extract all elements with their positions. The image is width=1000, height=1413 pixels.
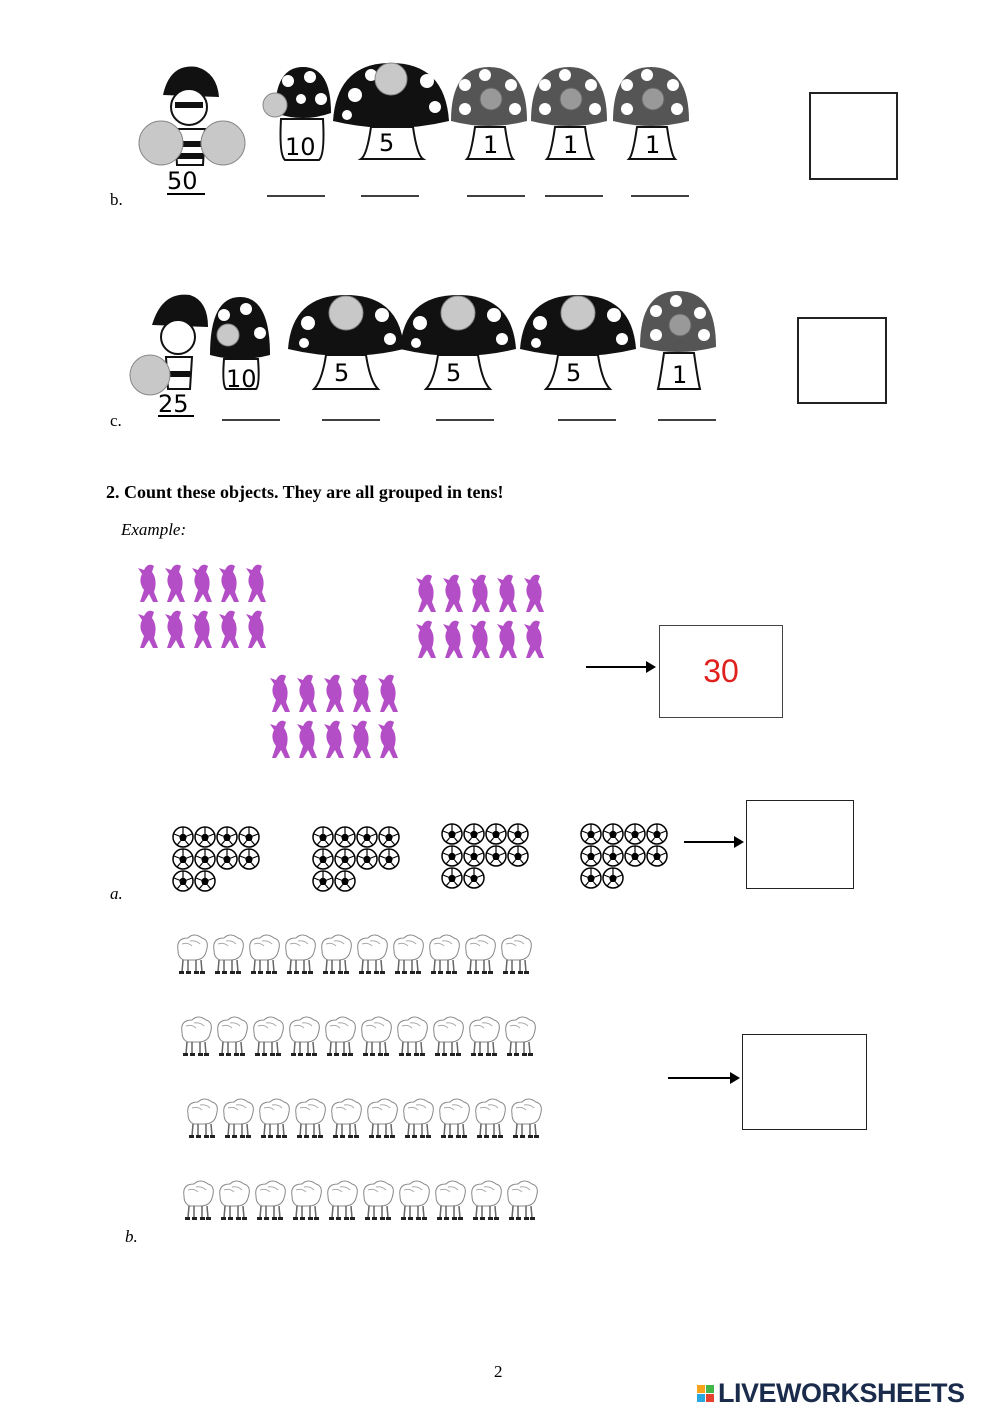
soccer-ball-icon: [625, 846, 645, 866]
soccer-ball-icon: [647, 824, 667, 844]
sheep-icon: [440, 1099, 470, 1138]
purple-figure-icon: [524, 621, 544, 658]
sheep-icon: [358, 935, 388, 974]
soccer-ball-icon: [581, 868, 601, 888]
coin-illustration-row-b: [135, 55, 715, 205]
soccer-ball-icon: [581, 824, 601, 844]
soccer-ball-icon: [464, 846, 484, 866]
sheep-icon: [296, 1099, 326, 1138]
animal-row-4: [180, 1176, 546, 1226]
logo-block: [697, 1385, 705, 1393]
purple-figure-icon: [192, 565, 212, 602]
example-answer-box: [659, 625, 783, 718]
mushroom-value: 5: [446, 359, 462, 387]
purple-figure-icon: [351, 721, 371, 758]
soccer-ball-icon: [486, 824, 506, 844]
soccer-ball-icon: [379, 827, 399, 847]
soccer-ball-icon: [313, 827, 333, 847]
soccer-ball-icon: [464, 868, 484, 888]
purple-figure-icon: [443, 575, 463, 612]
soccer-ball-icon: [217, 849, 237, 869]
logo-block: [706, 1385, 714, 1393]
ball-group-1: [172, 826, 264, 894]
soccer-ball-icon: [603, 868, 623, 888]
sheep-icon: [260, 1099, 290, 1138]
item-label-a: a.: [110, 884, 123, 903]
soccer-ball-icon: [603, 846, 623, 866]
sheep-icon: [184, 1181, 214, 1220]
soccer-ball-icon: [581, 846, 601, 866]
purple-figure-icon: [443, 621, 463, 658]
animal-row-3: [184, 1094, 550, 1144]
coin-illustration-row-c: [128, 285, 728, 430]
purple-figure-icon: [270, 721, 290, 758]
ball-group-2: [312, 826, 404, 894]
purple-figure-icon: [416, 575, 436, 612]
sheep-icon: [250, 935, 280, 974]
purple-figure-icon: [416, 621, 436, 658]
soccer-ball-icon: [603, 824, 623, 844]
sheep-icon: [286, 935, 316, 974]
mushroom-value: 1: [645, 131, 661, 159]
item-label-c: c.: [110, 411, 122, 430]
soccer-ball-icon: [195, 827, 215, 847]
soccer-ball-icon: [195, 849, 215, 869]
answer-box-c[interactable]: [797, 317, 887, 404]
logo-block: [697, 1394, 705, 1402]
soccer-ball-icon: [508, 824, 528, 844]
purple-figure-icon: [138, 565, 158, 602]
purple-figure-icon: [470, 575, 490, 612]
page-number: 2: [494, 1362, 503, 1381]
sheep-icon: [290, 1017, 320, 1056]
sheep-icon: [398, 1017, 428, 1056]
soccer-ball-icon: [357, 849, 377, 869]
sheep-icon: [476, 1099, 506, 1138]
soccer-ball-icon: [173, 871, 193, 891]
sheep-icon: [400, 1181, 430, 1220]
purple-figure-icon: [324, 721, 344, 758]
mushroom-value: 5: [566, 359, 582, 387]
soccer-ball-icon: [239, 849, 259, 869]
sheep-icon: [256, 1181, 286, 1220]
sheep-icon: [254, 1017, 284, 1056]
soccer-ball-icon: [442, 868, 462, 888]
sheep-icon: [362, 1017, 392, 1056]
soccer-ball-icon: [508, 846, 528, 866]
purple-figure-icon: [219, 565, 239, 602]
soccer-ball-icon: [313, 849, 333, 869]
purple-figure-icon: [219, 611, 239, 648]
soccer-ball-icon: [486, 846, 506, 866]
gnome-value-b: 50: [167, 167, 198, 195]
sheep-icon: [368, 1099, 398, 1138]
sheep-icon: [470, 1017, 500, 1056]
purple-figure-icon: [297, 721, 317, 758]
item-label-2b: b.: [125, 1227, 138, 1246]
soccer-ball-icon: [379, 849, 399, 869]
sheep-icon: [466, 935, 496, 974]
soccer-ball-icon: [313, 871, 333, 891]
purple-figure-icon: [378, 675, 398, 712]
answer-box-2a[interactable]: [746, 800, 854, 889]
gnome-icon: [139, 67, 245, 165]
object-group-example-1: [134, 560, 274, 652]
purple-figure-icon: [378, 721, 398, 758]
soccer-ball-icon: [173, 827, 193, 847]
mushroom-value: 1: [563, 131, 579, 159]
example-answer: 30: [703, 653, 739, 689]
gnome-icon: [130, 295, 208, 395]
soccer-ball-icon: [335, 827, 355, 847]
soccer-ball-icon: [217, 827, 237, 847]
purple-figure-icon: [351, 675, 371, 712]
section-heading: 2. Count these objects. They are all grouped in tens!: [106, 482, 504, 502]
sheep-icon: [218, 1017, 248, 1056]
object-group-example-3: [266, 670, 406, 762]
sheep-icon: [506, 1017, 536, 1056]
sheep-icon: [394, 935, 424, 974]
mushroom-value: 10: [285, 133, 316, 161]
sheep-icon: [434, 1017, 464, 1056]
purple-figure-icon: [165, 565, 185, 602]
soccer-ball-icon: [335, 871, 355, 891]
purple-figure-icon: [246, 611, 266, 648]
soccer-ball-icon: [173, 849, 193, 869]
purple-figure-icon: [324, 675, 344, 712]
sheep-icon: [326, 1017, 356, 1056]
animal-row-1: [174, 930, 540, 980]
soccer-ball-icon: [442, 824, 462, 844]
ball-group-4: [580, 823, 672, 891]
answer-box-2b[interactable]: [742, 1034, 867, 1130]
mushroom-value: 10: [226, 365, 257, 393]
purple-figure-icon: [192, 611, 212, 648]
gnome-value-c: 25: [158, 390, 189, 418]
animal-row-2: [178, 1012, 544, 1062]
logo-block: [706, 1394, 714, 1402]
purple-figure-icon: [524, 575, 544, 612]
sheep-icon: [430, 935, 460, 974]
sheep-icon: [292, 1181, 322, 1220]
purple-figure-icon: [497, 575, 517, 612]
object-group-example-2: [412, 570, 552, 662]
soccer-ball-icon: [195, 871, 215, 891]
item-label-b: b.: [110, 190, 123, 209]
sheep-icon: [214, 935, 244, 974]
soccer-ball-icon: [335, 849, 355, 869]
sheep-icon: [364, 1181, 394, 1220]
sheep-icon: [178, 935, 208, 974]
purple-figure-icon: [165, 611, 185, 648]
purple-figure-icon: [246, 565, 266, 602]
soccer-ball-icon: [239, 827, 259, 847]
mushroom-value: 1: [483, 131, 499, 159]
purple-figure-icon: [270, 675, 290, 712]
soccer-ball-icon: [442, 846, 462, 866]
soccer-ball-icon: [647, 846, 667, 866]
sheep-icon: [404, 1099, 434, 1138]
liveworksheets-logo: [697, 1378, 965, 1409]
soccer-ball-icon: [357, 827, 377, 847]
example-label: Example:: [121, 520, 187, 539]
answer-box-b[interactable]: [809, 92, 898, 180]
sheep-icon: [502, 935, 532, 974]
sheep-icon: [220, 1181, 250, 1220]
sheep-icon: [322, 935, 352, 974]
mushroom-value: 5: [334, 359, 350, 387]
sheep-icon: [512, 1099, 542, 1138]
sheep-icon: [508, 1181, 538, 1220]
arrow-icon: [684, 841, 742, 843]
brand-name: LIVEWORKSHEETS: [718, 1378, 965, 1408]
ball-group-3: [441, 823, 533, 891]
sheep-icon: [332, 1099, 362, 1138]
purple-figure-icon: [297, 675, 317, 712]
logo-mark-icon: [697, 1385, 714, 1402]
sheep-icon: [436, 1181, 466, 1220]
sheep-icon: [188, 1099, 218, 1138]
arrow-icon: [586, 666, 654, 668]
mushroom-value: 5: [379, 129, 395, 157]
sheep-icon: [224, 1099, 254, 1138]
soccer-ball-icon: [464, 824, 484, 844]
soccer-ball-icon: [625, 824, 645, 844]
purple-figure-icon: [470, 621, 490, 658]
purple-figure-icon: [138, 611, 158, 648]
purple-figure-icon: [497, 621, 517, 658]
arrow-icon: [668, 1077, 738, 1079]
sheep-icon: [472, 1181, 502, 1220]
mushroom-value: 1: [672, 361, 688, 389]
sheep-icon: [182, 1017, 212, 1056]
sheep-icon: [328, 1181, 358, 1220]
